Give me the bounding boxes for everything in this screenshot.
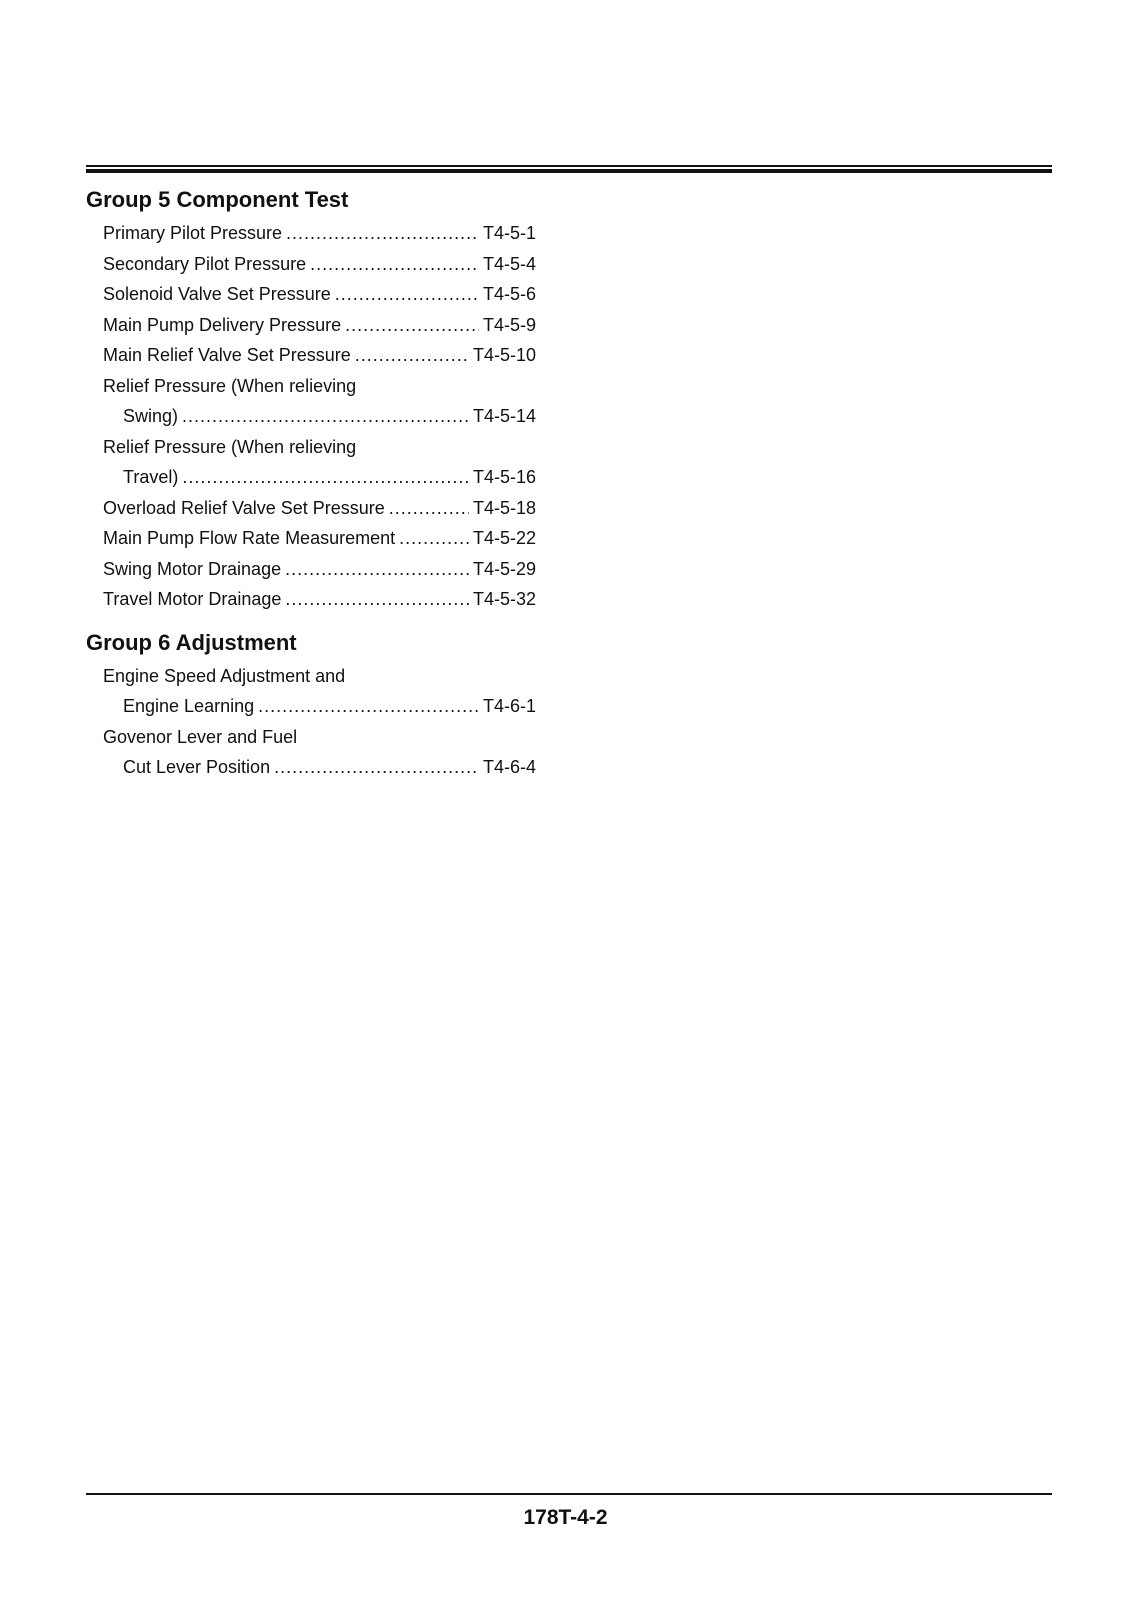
header-rule [86,165,1052,173]
toc-group-5 [86,186,536,615]
toc-entry-page: T4-5-18 [472,497,536,518]
toc-entry-title: Swing) [123,406,179,426]
dot-leader [182,462,469,493]
toc-entry-primary-pilot-pressure[interactable] [103,218,536,249]
toc-entry-governor-lever-fuel-cut-lever[interactable] [103,722,536,783]
toc-entry-main-pump-delivery-pressure[interactable] [103,310,536,341]
toc-entry-title: Main Relief Valve Set Pressure [103,345,351,365]
toc-entry-overload-relief-valve-set-pressure[interactable] [103,493,536,524]
dot-leader [389,493,469,524]
toc-entry-title: Swing Motor Drainage [103,558,282,579]
toc-entry-travel-motor-drainage[interactable] [103,584,536,615]
toc-entry-title: Solenoid Valve Set Pressure [103,284,331,304]
toc-entry-main-relief-valve-set-pressure[interactable] [103,340,536,371]
dot-leader [345,310,479,341]
dot-leader [355,340,469,371]
toc-entry-engine-speed-adjustment[interactable] [103,661,536,722]
toc-entry-title-line1: Relief Pressure (When relieving [103,436,357,457]
toc-entry-title: Secondary Pilot Pressure [103,253,307,274]
toc-entry-title: Primary Pilot Pressure [103,223,283,243]
toc-entry-title-line1: Govenor Lever and Fuel [103,726,298,747]
toc-entry-title: Main Pump Flow Rate Measurement [103,528,396,548]
toc-entry-title: Overload Relief Valve Set Pressure [103,497,385,518]
toc-entry-title-line1: Relief Pressure (When relieving [103,375,357,396]
dot-leader [399,523,469,554]
toc-entry-page: T4-5-6 [482,284,536,304]
toc-entry-title: Travel) [123,467,179,487]
page-number: 178T-4-2 [523,1506,608,1529]
toc-entry-page: T4-6-4 [482,757,536,777]
toc-entry-page: T4-5-4 [482,253,536,274]
toc-entry-page: T4-5-16 [472,467,536,487]
dot-leader [274,752,479,783]
header-rule-thick [86,169,1052,173]
dot-leader [286,218,479,249]
group-heading: Group 6 Adjustment [86,629,297,655]
toc-entry-main-pump-flow-rate-measurement[interactable] [103,523,536,554]
group-heading: Group 5 Component Test [86,187,349,212]
toc-entry-relief-pressure-swing[interactable] [103,371,536,432]
header-rule-thin [86,165,1052,167]
toc-entry-page: T4-5-1 [482,223,536,243]
toc-entry-swing-motor-drainage[interactable] [103,554,536,585]
toc-entry-secondary-pilot-pressure[interactable] [103,249,536,280]
toc-entry-solenoid-valve-set-pressure[interactable] [103,279,536,310]
toc-entry-title: Engine Learning [123,696,255,716]
dot-leader [285,554,469,585]
toc-entry-title-line1: Engine Speed Adjustment and [103,665,346,686]
toc-entry-title: Main Pump Delivery Pressure [103,314,342,335]
toc-entry-title: Cut Lever Position [123,757,271,777]
footer-rule [86,1493,1052,1495]
dot-leader [335,279,479,310]
toc-group-6 [86,629,536,783]
toc-entry-title: Travel Motor Drainage [103,589,282,609]
dot-leader [310,249,479,280]
table-of-contents [86,186,536,783]
toc-entry-page: T4-5-14 [472,406,536,426]
toc-entry-page: T4-6-1 [482,696,536,716]
toc-entry-page: T4-5-22 [472,528,536,548]
toc-entry-page: T4-5-29 [472,558,536,579]
dot-leader [258,691,479,722]
dot-leader [285,584,469,615]
dot-leader [182,401,469,432]
toc-entry-page: T4-5-32 [472,589,536,609]
toc-entry-page: T4-5-10 [472,345,536,365]
toc-entry-relief-pressure-travel[interactable] [103,432,536,493]
toc-entry-page: T4-5-9 [482,314,536,335]
